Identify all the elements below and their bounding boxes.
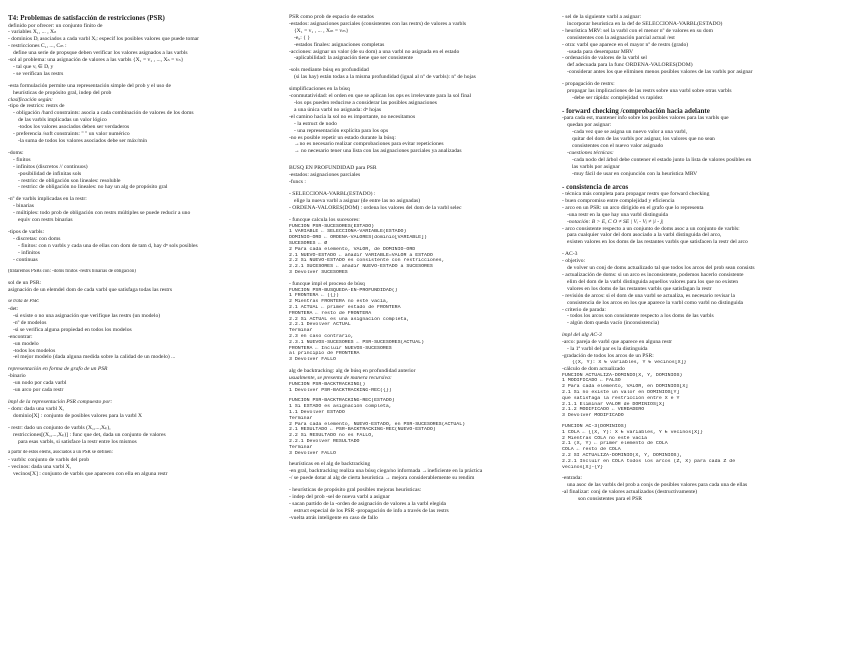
note-line: - indep del prob -sel de nueva varbl a asignar	[289, 494, 390, 500]
pseudocode-line: 2.2 SI ACTUALIZA-DOMINIO(X, Y, DOMINIOS),	[562, 452, 683, 458]
note-line: - buen compromiso entre complejidad y eficiencia	[562, 197, 675, 204]
pseudocode-line: 3 Devolver MODIFICADO	[562, 413, 624, 419]
pseudocode-line: 2.2 Si NUEVO-ESTADO es consistente con restricciones,	[289, 258, 445, 264]
note-line: -aplicabilidad: la asignación tiene que ser consistente	[294, 55, 413, 62]
note-line: para esas varbls, si satisface la restr entre los mismos	[18, 438, 137, 445]
note-line: - tal que vᵢ ∈ Dᵢ y	[13, 63, 54, 70]
note-line: -det:	[8, 306, 19, 313]
pseudocode-line: Terminar	[289, 415, 313, 421]
pseudocode-line: FUNCIÓN PSR-BACKTRACKING-REC(ESTADO)	[289, 398, 395, 404]
note-line: a partir de estos elems, asociados a un PSR se definen:	[8, 450, 113, 456]
note-line: - la 1ª varbl del par es la distinguida	[567, 346, 648, 353]
note-line: -un modelo	[13, 340, 39, 347]
pseudocode-line: 2.2.1 Incluir en COLA todos los arcos (Z, X) para cada Z de	[562, 458, 736, 464]
pseudocode-line: 2.2.1 Devolver ACTUAL	[289, 322, 351, 328]
note-line: - otra: varbl que aparece en el mayor nº de restrs (grado)	[562, 41, 689, 48]
pseudocode-line: Terminar	[289, 328, 313, 334]
pseudocode-line: 2 Para cada elemento, VALOR, en DOMINIOS[X]	[562, 384, 689, 390]
note-line: - discretas: con doms	[13, 235, 61, 242]
note-line: heurísticas en el alg de backtracking	[289, 461, 371, 468]
note-line: impl del alg AC-3	[562, 332, 602, 339]
pseudocode-line: FUNCIÓN AC-3(DOMINIOS)	[562, 423, 627, 429]
note-line: -acciones: asignar un valor (de su dom) a una varbl no asignada en el estado	[289, 48, 460, 55]
pseudocode-line: 2.1.2 MODIFICADO ← VERDADERO	[562, 407, 645, 413]
note-line: -conmutatividad: el orden en que se aplican los ops es irrelevante para la sol final	[289, 93, 472, 100]
pseudocode-line: 1 Devolver PSR-BACKTRACKING-REC({})	[289, 387, 392, 393]
note-line: - SELECCIONA-VARBL(ESTADO) :	[289, 190, 376, 197]
note-line: alg de backtracking: alg de búsq en profundidad anterior	[289, 368, 416, 374]
pseudocode-line: 2.2 Si ACTUAL es una asignación completa,	[289, 316, 410, 322]
pseudocode-line: SUCESORES ← Ø	[289, 240, 328, 246]
note-line: - técnica más completa para propagar restrs que forward checking	[562, 191, 710, 198]
note-line: heurísticas de propósito gral, indep del prob	[13, 89, 112, 96]
note-line: - restr: dado un conjunto de varbls (X₁,...,Xₖ),	[8, 424, 111, 431]
pseudocode-line: 2 Para cada elemento, VALOR, de DOMINIO-ORD	[289, 246, 416, 252]
note-line: -todos los valores asociados deben ser verdaderos	[18, 124, 130, 131]
pseudocode-line: 2.3 en caso contrario,	[289, 334, 354, 340]
note-line: -arco: pareja de varbl que aparece en alguna restr	[562, 339, 672, 346]
pseudocode-line: 1 COLA ← {(X, Y): X ∈ variables, Y ∈ vecinos[X]}	[562, 429, 703, 435]
note-line: - una representación explícita para los ops	[294, 127, 389, 134]
note-line: -doms:	[8, 149, 24, 156]
note-line: - criterio de parada:	[562, 306, 606, 313]
note-line: dominio[X] : conjunto de posibles valores para la varbl X	[13, 412, 143, 419]
note-line: -cada vez que se asigna un nuevo valor a una varbl,	[572, 129, 688, 136]
note-line: -gradación de todos los arcos de un PSR:	[562, 352, 654, 359]
pseudocode-line: 2.1.1 Eliminar VALOR de DOMINIOS[X]	[562, 401, 665, 407]
note-line: -nº de varbls implicadas en la restr:	[8, 196, 87, 203]
column-3	[562, 14, 842, 503]
pseudocode-line: 2.1 NUEVO-ESTADO ← añadir VARIABLE=VALOR a ESTADO	[289, 252, 433, 258]
note-line: - ordenación de valores de la varbl sel	[562, 55, 647, 62]
note-line: valores en los doms de las restantes varbls que satisfagan la restr	[567, 285, 712, 292]
pseudocode-line: 1.1 Devolver ESTADO	[289, 410, 345, 415]
pseudocode-line: 2.3.1 NUEVOS-SUCESORES ← PSR-SUCESORES(ACTUAL)	[289, 339, 425, 345]
pseudocode-line: FUNCIÓN PSR-BACKTRACKING()	[289, 381, 366, 387]
note-line: elim del dom de la varbl distinguida aquellos valores para los que no existen	[567, 278, 739, 285]
note-line: -sol al problema: una asignación de valores a las varbls {X₁ = v₁ , ..., Xₙ = vₙ}	[8, 57, 184, 64]
note-line: -estados: asignaciones parciales	[289, 172, 361, 179]
note-line: consistencia de los arcos en los que aparece la varbl como varbl no distinguida	[567, 299, 743, 306]
pseudocode-line: 2.1 (X, Y) ← primer elemento de COLA	[562, 441, 668, 447]
note-line: -muy fácil de usar en conjunción con la heurística MRV	[572, 170, 698, 177]
note-line: -notación: B > E, C O ≠ SE | Vᵢ - Vⱼ ≠ |i - j|	[567, 218, 664, 225]
note-line: a una única varbl no asignada: dⁿ hojas	[294, 106, 382, 113]
note-line: -cálculo de dom actualizado	[562, 365, 625, 372]
note-line: quedan por asignar:	[567, 122, 612, 129]
pseudocode-line: DOMINIO-ORD ← ORDENA-VALORES(dominio[VARIABLE])	[289, 235, 427, 241]
pseudocode-line: 2.2.1 SUCESORES ← añadir NUEVO-ESTADO a SUCESORES	[289, 264, 433, 270]
note-line: - arco consistente respecto a un conjunto de doms asoc a un conjunto de varbls:	[562, 225, 740, 232]
note-line: -la suma de todos los valores asociados debe ser máx/mín	[18, 138, 148, 144]
note-line: -estados: asignaciones parciales (consistentes con las restrs) de valores a varbls	[289, 20, 467, 27]
note-line: -funcs :	[289, 179, 306, 186]
note-line: - infinitos (discretos // continuos)	[13, 163, 88, 170]
note-line: -cuestiones técnicas:	[567, 149, 614, 156]
note-line: -en gral, backtracking realiza una búsq ciega/no informada →ineficiente en la práctica	[289, 468, 483, 475]
note-line: → no necesario tener una lista con las asignaciones parciales ya analizadas	[294, 148, 462, 155]
note-line: - todos los arcos son consistente respecto a los doms de las varbls	[567, 313, 714, 320]
section-heading: T4: Problemas de satisfacción de restricciones (PSR)	[8, 14, 165, 22]
pseudocode-line: al principio de FRONTERA	[289, 351, 360, 357]
pseudocode-line: 2 Mientras FRONTERA no esté vacía,	[289, 299, 389, 305]
note-line: -cada nodo del árbol debe contener el estado junto la lista de valores posibles en	[572, 156, 752, 163]
note-line: -vuelta atrás inteligente en caso de fallo	[289, 514, 378, 521]
note-line: - varbls: conjunto de varbls del prob	[8, 457, 90, 464]
note-line: - propagación de restrs:	[562, 81, 615, 88]
pseudocode-line: 1 FRONTERA ← ({})	[289, 293, 339, 299]
note-line: -un arco por cada restr	[13, 387, 64, 394]
note-line: - sacan partido de la -orden de asignación de valores a la varbl elegida	[289, 500, 447, 507]
note-line: de volver un conj de doms actualizado tal que todos los arcos del prob sean consists	[567, 265, 755, 272]
pseudocode-line: 1 VARIABLE ← SELECCIONA-VARIABLE(ESTADO)	[289, 229, 407, 235]
note-line: -usada para desempatar MRV	[567, 48, 634, 55]
note-line: - restricc de obligación no lineales: no hay un alg de propósito gral	[18, 184, 168, 191]
pseudocode-line: Terminar	[289, 444, 313, 450]
note-line: - restricciones C₁, ..., Cₘ :	[8, 43, 67, 50]
note-line: def adecuada para la func ORDENA-VALORES(DOM)	[567, 62, 693, 69]
pseudocode-line: 3 Devolver FALLO	[289, 450, 336, 456]
note-line: restricciones[(X₁,...,Xₖ)] : func que det, dada un conjunto de valores	[13, 431, 166, 438]
pseudocode-line: 2.2 Si RESULTADO no es FALLO,	[289, 433, 375, 439]
note-line: - finitos	[13, 156, 31, 163]
pseudocode-line: FRONTERA ← Incluir NUEVOS-SUCESORES	[289, 345, 392, 351]
note-line: existen valores en los doms de las restantes varbls que satisfacen la restr del arco	[567, 239, 748, 246]
note-line: incorporar heurística en la def de SELECCIONA-VARBL(ESTADO)	[567, 20, 723, 27]
note-line: - dom: dada una varbl X,	[8, 405, 64, 412]
note-line: →no es necesario realizar comprobaciones para evitar repeticiones	[294, 141, 444, 148]
note-line: - heurística MRV: sel la varbl con el menor nº de valores en su dom	[562, 27, 713, 34]
note-line: elige la nueva varbl a asignar (de entre las no asignadas)	[294, 197, 421, 204]
note-line: -estados finales: asignaciones completas	[294, 41, 385, 48]
pseudocode-line: 1 MODIFICADO ← FALSO	[562, 378, 621, 384]
note-line: -tipo de restrics: restrs de	[8, 103, 65, 110]
note-line: - ORDENA-VALORES(DOM) : ordena los valores del dom de la varbl selec	[289, 204, 462, 211]
note-line: para cualquier valor del dom asociado a la varbl distinguida del arco,	[567, 232, 722, 239]
column-1	[8, 14, 280, 478]
note-line: - arco en un PSR: un arco dirigido en el grafo que lo representa	[562, 204, 704, 211]
note-line: - obligación /hard constraints: asocia a cada combinación de valores de los doms	[13, 110, 194, 117]
note-line: - dominios Dᵢ asociados a cada varbl Xᵢ: especif los posibles valores que puede tomar	[8, 36, 200, 43]
note-line: -no es posible repetir un estado durante la búsq:	[289, 134, 396, 141]
note-line: - revisión de arcos: si el dom de una varbl se actualiza, es necesario revisar la	[562, 292, 736, 299]
note-line: -considerar antes los que eliminen menos posibles valores de las varbls por asignar	[567, 69, 753, 76]
note-line: definido por ofrecer: un conjunto finito de	[8, 22, 103, 29]
note-line: - algún dom queda vacío (inconsistencia)	[567, 320, 660, 327]
note-line: -nº de modelos	[13, 319, 47, 326]
section-heading: - consistencia de arcos	[562, 182, 629, 191]
note-line: quitar del dom de las varbls por asignar, los valores que no sean	[572, 136, 715, 143]
note-line: - la estruct de nodo	[294, 120, 337, 127]
note-line: asignación de un elemdel dom de cada varbl que satisfaga todas las restrs	[8, 287, 173, 294]
note-line: consistentes con la asignación parcial actual /est	[567, 34, 675, 41]
note-line: {X₁ = v₁ , ... , Xₘ = vₘ}	[294, 27, 349, 34]
note-line: son consistentes para el PSR	[578, 496, 643, 503]
note-line: -el camino hacia la sol no es importante, no necesitamos	[289, 113, 416, 120]
note-line: - continuas	[13, 256, 38, 263]
note-line: una asoc de las varbls del prob a conjs de posibles valores para cada una de ellas	[567, 482, 748, 489]
note-line: clasificación según:	[8, 96, 53, 103]
note-line: - infinitos	[18, 249, 40, 256]
note-line: -tipos de varbls:	[8, 228, 45, 235]
note-line: - AC-3	[562, 251, 578, 258]
note-line: -binario	[8, 373, 26, 380]
note-line: representación en forma de grafo de un PSR	[8, 366, 108, 373]
note-line: - objetivo:	[562, 258, 586, 265]
pseudocode-line: COLA ← resto de COLA	[562, 447, 621, 453]
note-line: PSR como prob de espacio de estados	[289, 14, 374, 20]
note-line: -entrada:	[562, 475, 582, 482]
note-line: -para cada est, mantener info sobre los posibles valores para las varbls que	[562, 115, 729, 122]
pseudocode-line: que satisfaga la restricción entre X e Y	[562, 395, 680, 401]
column-2	[289, 14, 553, 522]
note-line: -todos los modelos	[13, 347, 56, 354]
note-line: -debe ser rápida: complejidad vs rapidez	[572, 94, 663, 101]
note-line: se trata de PSR:	[8, 299, 40, 305]
pseudocode-line: 2 Para cada elemento, NUEVO-ESTADO, en PSR-SUCESORES(ACTUAL)	[289, 421, 466, 427]
note-line: simplificaciones en la búsq	[289, 86, 350, 93]
note-line: -los ops pueden reducirse a considerar las posibles asignaciones	[294, 99, 437, 106]
note-line: estruct especial de los PSR -propagación de info a través de las restrs	[294, 507, 449, 514]
note-line: - funcque impl el proceso de búsq	[289, 280, 365, 287]
note-line: - vecinos: dada una varbl X,	[8, 464, 72, 471]
pseudocode-line: 2.1 Si no existe un valor en DOMINIOS[Y]	[562, 389, 680, 395]
note-line: de las varbls implicadas un valor lógico	[18, 117, 107, 124]
note-line: - restricc de obligación son lineales: resoluble	[18, 177, 121, 184]
pseudocode-line: FUNCIÓN ACTUALIZA-DOMINIO(X, Y, DOMINIOS)	[562, 372, 683, 378]
note-line: - preferencia /soft constraints: " " un valor numérico	[13, 131, 130, 138]
note-line: equiv con restrs binarias	[18, 217, 73, 224]
note-line: - finitos: con n varbls y cada una de ellas con dom de tam d, hay dⁿ sols posibles	[18, 242, 198, 249]
note-line: - variables X₁, ... , Xₙ	[8, 29, 57, 36]
note-line: -/ se puede dotar al alg de cierta heurística → mejora considerablemente su rendim	[289, 475, 475, 482]
pseudocode-line: 3 Devolver SUCESORES	[289, 269, 348, 275]
note-line: - funcque calcula los sucesores:	[289, 216, 360, 223]
note-line: - heurísticas de propósito gral posibles mejoras heurísticas:	[289, 487, 422, 494]
section-heading: - forward checking /comprobación hacia adelante	[562, 106, 710, 115]
pseudocode-line: {(X, Y): X ∈ variables, Y ∈ vecinos[X]}	[572, 359, 687, 365]
note-line: - actualización de doms: si un arco es inconsistente, podemos hacerlo consistente	[562, 272, 744, 278]
note-line: -si se verifica alguna propiedad en todos los modelos	[13, 326, 132, 333]
note-line: -al finalizar: conj de valores actualizados (destructivamente)	[562, 489, 698, 496]
note-line: define una serie de propsque deben verificar los valores asignados a las varbls	[13, 50, 188, 57]
pseudocode-line: FRONTERA ← resto de FRONTERA	[289, 310, 372, 316]
note-line: -el mejor modelo (dada alguna medida sobre la calidad de un modelo) ...	[13, 354, 176, 361]
note-line: (si las hay) están todas a la misma profundidad (igual al nº de varbls): nº de hojas	[294, 74, 476, 81]
pseudocode-line: 1 Si ESTADO es asignación completa,	[289, 404, 392, 410]
note-line: -sols mediante búsq en profundidad	[289, 67, 369, 74]
pseudocode-line: 3 Devolver FALLO	[289, 357, 336, 363]
pseudocode-line: 2.1 RESULTADO ← PSR-BACKTRACKING-REC(NUEVO-ESTADO)	[289, 427, 436, 433]
pseudocode-line: vecinos[X]-{Y}	[562, 464, 604, 470]
note-line: impl de la representación PSR compuesto por:	[8, 399, 113, 405]
note-line: -encontrar:	[8, 333, 33, 340]
pseudocode-line: 2.1 ACTUAL ← primer estado de FRONTERA	[289, 305, 401, 311]
note-line: -una restr en la que hay una varbl distinguida	[567, 211, 668, 218]
note-line: -posibilidad de infinitas sols	[18, 170, 82, 177]
note-line: - binarias	[13, 203, 34, 210]
note-line: - se verifican las restrs	[13, 70, 64, 77]
note-line: -si existe o no una asignación que verifique las restrs (un modelo)	[13, 313, 161, 320]
pseudocode-line: FUNCIÓN PSR-BÚSQUEDA-EN-PROFUNDIDAD()	[289, 287, 398, 293]
pseudocode-line: FUNCIÓN PSR-SUCESORES(ESTADO)	[289, 223, 375, 229]
note-line: propagar las implicaciones de las restrs sobre una varbl sobre otras varbls	[567, 88, 732, 95]
note-line: - múltiples: todo prob de obligación con restrs múltiples se puede reducir a uno	[13, 210, 191, 217]
note-line: -esta formulación permite una representación simple del prob y el uso de	[8, 82, 171, 89]
pseudocode-line: 2 Mientras COLA no esté vacía	[562, 435, 648, 441]
note-line: consistentes con el nuevo valor asignado	[572, 143, 664, 149]
note-line: -e₀: { }	[294, 34, 311, 41]
note-line: BÚSQ EN PROFUNDIDAD para PSR	[289, 165, 377, 172]
note-line: - sel de la siguiente varbl a asignar:	[562, 14, 642, 20]
note-line: sol de un PSR:	[8, 280, 42, 287]
note-line: usualmente, se presenta de manera recursiva:	[289, 374, 392, 381]
note-line: vecinos[X] : conjunto de varbls que aparecen con ella en alguna restr	[13, 471, 168, 478]
note-line: -un nodo por cada varbl	[13, 380, 67, 387]
note-line: (trataremos PSRs con: -doms finitos -restrs binarias de obligación)	[8, 268, 136, 274]
pseudocode-line: 2.2.1 Devolver RESULTADO	[289, 438, 360, 444]
note-line: las varbls por asignar	[572, 163, 620, 170]
